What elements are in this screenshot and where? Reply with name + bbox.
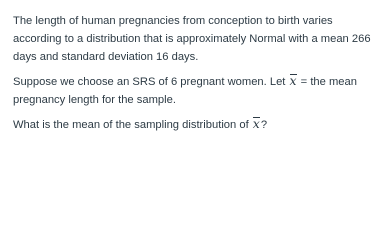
text-segment: = the mean — [297, 76, 357, 88]
question-text — [13, 116, 338, 134]
problem-context-paragraph — [13, 12, 371, 66]
text-segment: What is the mean of the sampling distribution of — [13, 119, 252, 131]
text-line — [13, 73, 357, 91]
text-line: The length of human pregnancies from conception to birth varies — [13, 15, 333, 27]
text-segment: ? — [260, 119, 268, 131]
x-bar-symbol: x — [289, 73, 297, 88]
text-line — [13, 116, 338, 134]
text-line: days and standard deviation 16 days. — [13, 51, 199, 63]
text-line: according to a distribution that is approximately Normal with a mean 266 — [13, 33, 371, 45]
text-line: pregnancy length for the sample. — [13, 94, 176, 106]
x-bar-symbol: x — [252, 116, 260, 131]
text-segment: Suppose we choose an SRS of 6 pregnant women. Let — [13, 76, 289, 88]
sample-definition-paragraph — [13, 73, 357, 109]
